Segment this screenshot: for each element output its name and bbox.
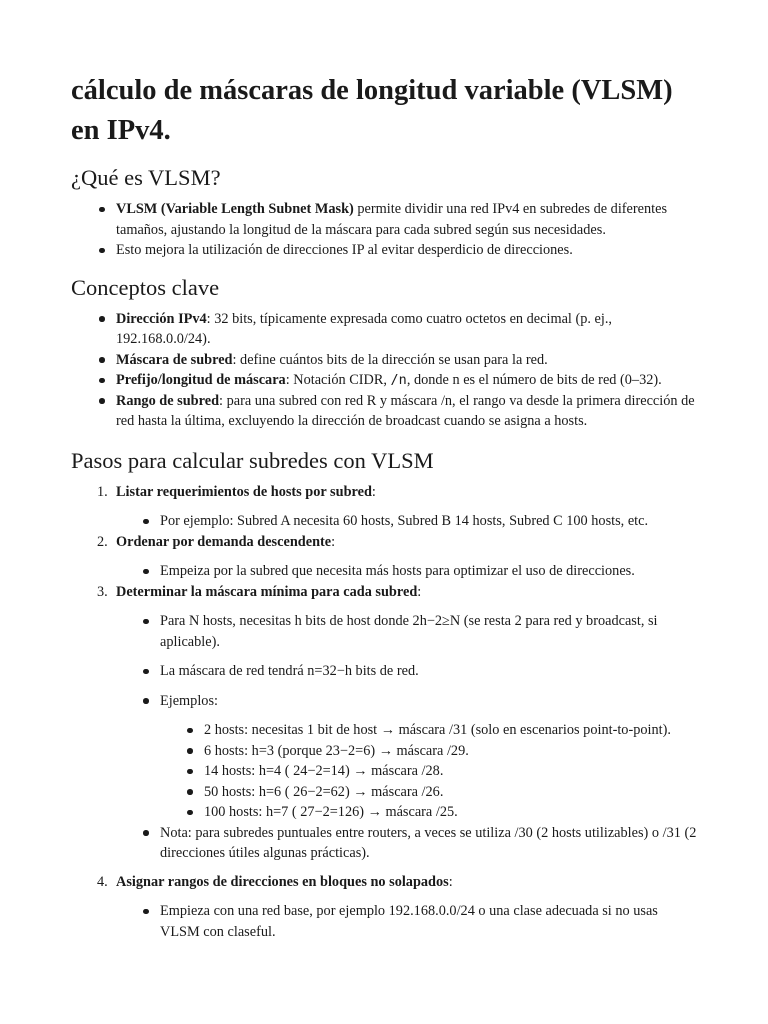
steps-list [71, 482, 698, 943]
step-number: 3. [97, 583, 108, 600]
list-item [71, 391, 698, 432]
step-number: 4. [97, 873, 108, 890]
page-title: cálculo de máscaras de longitud variable (VLSM) en IPv4. [71, 75, 673, 146]
list-item [116, 691, 698, 823]
term-vlsm: VLSM (Variable Length Subnet Mask) [116, 201, 354, 217]
vlsm-definition-list [71, 199, 698, 261]
concepts-list [71, 309, 698, 432]
list-item: La máscara de red tendrá n=32−h bits de red. [116, 661, 698, 682]
term-prefijo: Prefijo/longitud de máscara [116, 372, 286, 388]
step-sublist [116, 901, 698, 942]
examples-label: Ejemplos: [160, 692, 218, 709]
step-sublist [116, 561, 698, 582]
concept-text: : Notación CIDR, [285, 372, 391, 388]
list-item: Empieza con una red base, por ejemplo 192.168.0.0/24 o una clase adecuada si no usas VLSM con claseful. [116, 901, 698, 942]
list-item [71, 240, 698, 261]
step-item [71, 582, 698, 864]
section-heading-pasos: Pasos para calcular subredes con VLSM [71, 447, 434, 473]
term-rango-subred: Rango de subred [116, 392, 220, 409]
term-mascara-subred: Máscara de subred [116, 351, 233, 368]
concept-text: : define cuántos bits de la dirección se usan para la red. [232, 351, 548, 368]
list-item: Para N hosts, necesitas h bits de host donde 2h−2≥N (se resta 2 para red y broadcast, si aplicable). [116, 611, 698, 652]
definition-text: permite dividir una red IPv4 en subredes de diferentes tamaños, ajustando la longitud de la máscara para cada subred según sus necesidades. [116, 201, 668, 238]
example-item: 6 hosts: h=3 (porque 23−2=6) → máscara /29. [160, 741, 698, 762]
step-number: 2. [97, 533, 108, 550]
list-item [71, 309, 698, 350]
step-title: Ordenar por demanda descendente [116, 533, 332, 550]
step-title: Determinar la máscara mínima para cada subred [116, 583, 418, 600]
step-item [71, 532, 698, 582]
section-heading-que-es-vlsm: ¿Qué es VLSM? [71, 165, 221, 190]
concept-text: : para una subred con red R y máscara /n, el rango va desde la primera dirección de red hasta la última, excluyendo la dirección de broadcast cuando se asigna a hosts. [116, 392, 695, 429]
example-item: 100 hosts: h=7 ( 27−2=126) → máscara /25. [160, 802, 698, 823]
term-direccion-ipv4: Dirección IPv4 [116, 310, 207, 327]
list-item [71, 350, 698, 371]
step-number: 1. [97, 483, 108, 500]
step-title: Asignar rangos de direcciones en bloques no solapados [116, 873, 449, 890]
step-item [71, 872, 698, 943]
inline-code: /n [390, 372, 407, 388]
colon: : [331, 533, 336, 550]
benefit-text: Esto mejora la utilización de direcciones IP al evitar desperdicio de direcciones. [116, 242, 573, 258]
concept-text: : 32 bits, típicamente expresada como cuatro octetos en decimal (p. ej., 192.168.0.0/24). [116, 310, 613, 347]
example-item: 14 hosts: h=4 ( 24−2=14) → máscara /28. [160, 761, 698, 782]
concept-text: , donde n es el número de bits de red (0–32). [406, 372, 662, 388]
step-title: Listar requerimientos de hosts por subred [116, 483, 372, 500]
colon: : [448, 873, 453, 890]
step-sublist [116, 611, 698, 864]
list-item [71, 370, 698, 391]
examples-list [160, 720, 698, 823]
colon: : [371, 483, 376, 500]
list-item: Empeiza por la subred que necesita más hosts para optimizar el uso de direcciones. [116, 561, 698, 582]
list-item: Por ejemplo: Subred A necesita 60 hosts, Subred B 14 hosts, Subred C 100 hosts, etc. [116, 511, 698, 532]
step-sublist [116, 511, 698, 532]
step-item [71, 482, 698, 532]
example-item: 50 hosts: h=6 ( 26−2=62) → máscara /26. [160, 782, 698, 803]
example-item: 2 hosts: necesitas 1 bit de host → máscara /31 (solo en escenarios point-to-point). [160, 720, 698, 741]
list-item: Nota: para subredes puntuales entre routers, a veces se utiliza /30 (2 hosts utilizables) o /31 (2 direcciones útiles algunas prácticas). [116, 823, 698, 864]
list-item [71, 199, 698, 240]
colon: : [417, 583, 422, 600]
section-heading-conceptos-clave: Conceptos clave [71, 274, 220, 300]
